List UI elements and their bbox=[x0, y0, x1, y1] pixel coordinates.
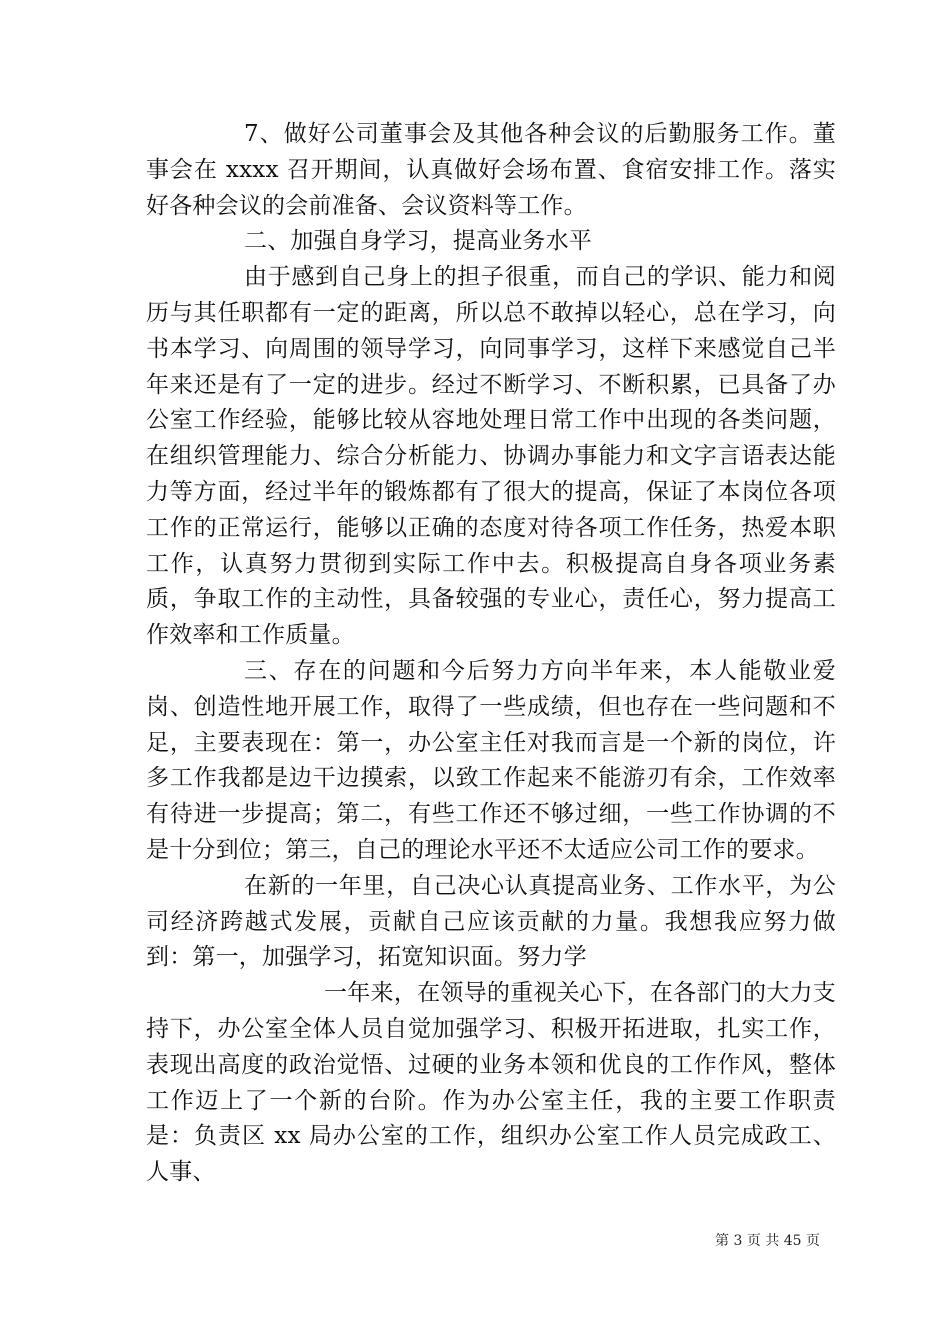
paragraph-self-study: 由于感到自己身上的担子很重，而自己的学识、能力和阅历与其任职都有一定的距离，所以总不敢掉以轻心，总在学习，向书本学习、向周围的领导学习，向同事学习，这样下来感觉自己半年来还是有了一定的进步。经过不断学习、不断积累，已具备了办公室工作经验，能够比较从容地处理日常工作中出现的各类问题，在组织管理能力、综合分析能力、协调办事能力和文字言语表达能力等方面，经过半年的锻炼都有了很大的提高，保证了本岗位各项工作的正常运行，能够以正确的态度对待各项工作任务，热爱本职工作，认真努力贯彻到实际工作中去。积极提高自身各项业务素质，争取工作的主动性，具备较强的专业心，责任心，努力提高工作效率和工作质量。 bbox=[146, 264, 836, 649]
paragraph-item-7: 7、做好公司董事会及其他各种会议的后勤服务工作。董事会在 xxxx 召开期间，认真做好会场布置、食宿安排工作。落实好各种会议的会前准备、会议资料等工作。 bbox=[146, 121, 836, 219]
section-heading-2: 二、加强自身学习，提高业务水平 bbox=[244, 228, 592, 255]
paragraph-problems: 三、存在的问题和今后努力方向半年来，本人能敬业爱岗、创造性地开展工作，取得了一些成绩，但也存在一些问题和不足，主要表现在：第一，办公室主任对我而言是一个新的岗位，许多工作我都是边干边摸索，以致工作起来不能游刃有余，工作效率有待进一步提高；第二，有些工作还不够过细，一些工作协调的不是十分到位；第三，自己的理论水平还不太适应公司工作的要求。 bbox=[146, 657, 836, 863]
page-number-footer: 第 3 页 共 45 页 bbox=[715, 1233, 820, 1249]
paragraph-new-year: 在新的一年里，自己决心认真提高业务、工作水平，为公司经济跨越式发展，贡献自己应该贡献的力量。我想我应努力做到：第一，加强学习，拓宽知识面。努力学 bbox=[146, 872, 836, 971]
paragraph-annual-summary: 一年来，在领导的重视关心下，在各部门的大力支持下，办公室全体人员自觉加强学习、积极开拓进取，扎实工作，表现出高度的政治觉悟、过硬的业务本领和优良的工作作风，整体工作迈上了一个新的台阶。作为办公室主任，我的主要工作职责是：负责区 xx 局办公室的工作，组织办公室工作人员完成政工、人事、 bbox=[146, 980, 836, 1186]
document-body bbox=[146, 117, 836, 1191]
